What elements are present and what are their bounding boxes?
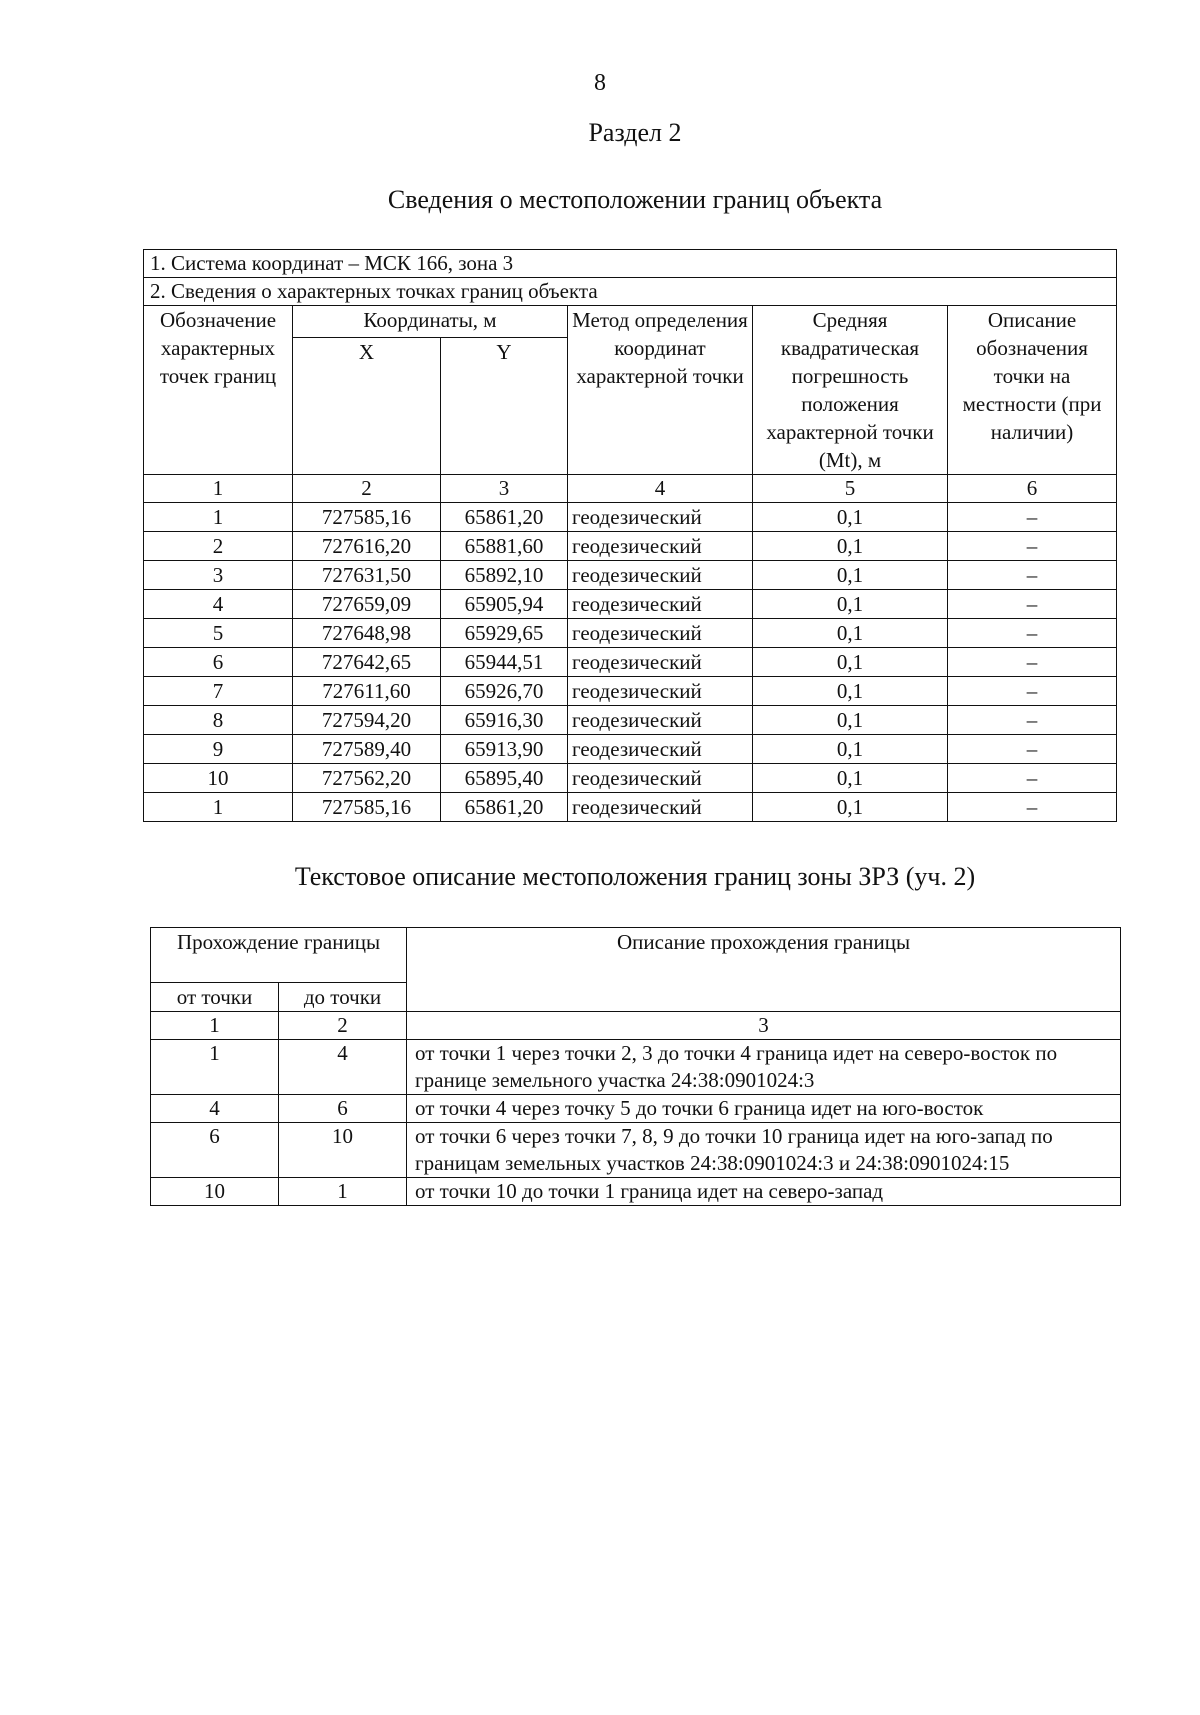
table-row xyxy=(144,532,1117,561)
table-row xyxy=(144,735,1117,764)
x-coordinate-cell: 727562,20 xyxy=(293,764,441,793)
point-number-cell: 3 xyxy=(144,561,293,590)
x-coordinate-cell: 727659,09 xyxy=(293,590,441,619)
from-point-cell: 4 xyxy=(151,1095,279,1123)
description-cell: – xyxy=(948,677,1117,706)
coordinates-rows xyxy=(144,503,1117,822)
method-cell: геодезический xyxy=(568,619,753,648)
table-row xyxy=(144,619,1117,648)
point-number-cell: 8 xyxy=(144,706,293,735)
description-cell: – xyxy=(948,648,1117,677)
method-cell: геодезический xyxy=(568,735,753,764)
table-row xyxy=(144,561,1117,590)
header-y: Y xyxy=(441,338,568,475)
from-point-cell: 10 xyxy=(151,1178,279,1206)
y-coordinate-cell: 65913,90 xyxy=(441,735,568,764)
table-row xyxy=(151,1178,1121,1206)
boundary-description-table xyxy=(150,927,1121,1206)
header-designation: Обозначение характерных точек границ xyxy=(144,306,293,475)
table-row xyxy=(144,793,1117,822)
column-number: 1 xyxy=(144,475,293,503)
column-number: 6 xyxy=(948,475,1117,503)
point-number-cell: 1 xyxy=(144,503,293,532)
section-title: Раздел 2 xyxy=(588,118,682,147)
column-number: 4 xyxy=(568,475,753,503)
y-coordinate-cell: 65892,10 xyxy=(441,561,568,590)
point-number-cell: 1 xyxy=(144,793,293,822)
table-row xyxy=(151,1123,1121,1178)
error-cell: 0,1 xyxy=(753,677,948,706)
y-coordinate-cell: 65929,65 xyxy=(441,619,568,648)
method-cell: геодезический xyxy=(568,706,753,735)
x-coordinate-cell: 727611,60 xyxy=(293,677,441,706)
column-number: 3 xyxy=(441,475,568,503)
error-cell: 0,1 xyxy=(753,532,948,561)
header-to-point: до точки xyxy=(279,983,407,1012)
to-point-cell: 10 xyxy=(279,1123,407,1178)
to-point-cell: 6 xyxy=(279,1095,407,1123)
error-cell: 0,1 xyxy=(753,648,948,677)
description-cell: – xyxy=(948,764,1117,793)
x-coordinate-cell: 727648,98 xyxy=(293,619,441,648)
table-row xyxy=(144,590,1117,619)
column-number: 3 xyxy=(407,1012,1121,1040)
error-cell: 0,1 xyxy=(753,590,948,619)
header-x: X xyxy=(293,338,441,475)
from-point-cell: 1 xyxy=(151,1040,279,1095)
passage-description-cell: от точки 1 через точки 2, 3 до точки 4 граница идет на северо-восток по границе земельного участка 24:38:0901024:3 xyxy=(407,1040,1121,1095)
x-coordinate-cell: 727589,40 xyxy=(293,735,441,764)
method-cell: геодезический xyxy=(568,532,753,561)
y-coordinate-cell: 65905,94 xyxy=(441,590,568,619)
column-number-row xyxy=(144,475,1117,503)
error-cell: 0,1 xyxy=(753,706,948,735)
description-cell: – xyxy=(948,793,1117,822)
description-cell: – xyxy=(948,561,1117,590)
to-point-cell: 4 xyxy=(279,1040,407,1095)
table-row xyxy=(144,764,1117,793)
header-error: Средняя квадратическая погрешность положения характерной точки (Mt), м xyxy=(753,306,948,475)
description-cell: – xyxy=(948,503,1117,532)
method-cell: геодезический xyxy=(568,561,753,590)
point-number-cell: 9 xyxy=(144,735,293,764)
table-row xyxy=(144,677,1117,706)
column-number: 2 xyxy=(279,1012,407,1040)
method-cell: геодезический xyxy=(568,590,753,619)
table-row xyxy=(144,706,1117,735)
point-number-cell: 5 xyxy=(144,619,293,648)
y-coordinate-cell: 65881,60 xyxy=(441,532,568,561)
header-coordinates: Координаты, м xyxy=(293,306,568,338)
points-info-row: 2. Сведения о характерных точках границ объекта xyxy=(144,278,1117,306)
x-coordinate-cell: 727585,16 xyxy=(293,793,441,822)
point-number-cell: 6 xyxy=(144,648,293,677)
error-cell: 0,1 xyxy=(753,793,948,822)
y-coordinate-cell: 65916,30 xyxy=(441,706,568,735)
header-from-point: от точки xyxy=(151,983,279,1012)
x-coordinate-cell: 727631,50 xyxy=(293,561,441,590)
y-coordinate-cell: 65861,20 xyxy=(441,503,568,532)
point-number-cell: 4 xyxy=(144,590,293,619)
description-cell: – xyxy=(948,706,1117,735)
point-number-cell: 7 xyxy=(144,677,293,706)
error-cell: 0,1 xyxy=(753,561,948,590)
header-passage-description: Описание прохождения границы xyxy=(407,928,1121,1012)
coordinates-table xyxy=(143,249,1117,822)
from-point-cell: 6 xyxy=(151,1123,279,1178)
y-coordinate-cell: 65944,51 xyxy=(441,648,568,677)
x-coordinate-cell: 727616,20 xyxy=(293,532,441,561)
main-title: Сведения о местоположении границ объекта xyxy=(387,185,883,214)
coordinate-system-row: 1. Система координат – МСК 166, зона 3 xyxy=(144,250,1117,278)
error-cell: 0,1 xyxy=(753,503,948,532)
column-number: 2 xyxy=(293,475,441,503)
passage-description-cell: от точки 10 до точки 1 граница идет на северо-запад xyxy=(407,1178,1121,1206)
to-point-cell: 1 xyxy=(279,1178,407,1206)
method-cell: геодезический xyxy=(568,648,753,677)
table-row xyxy=(144,648,1117,677)
description-rows xyxy=(151,1040,1121,1206)
x-coordinate-cell: 727594,20 xyxy=(293,706,441,735)
error-cell: 0,1 xyxy=(753,735,948,764)
sub-title: Текстовое описание местоположения границ зоны ЗРЗ (уч. 2) xyxy=(294,862,976,891)
table-row xyxy=(144,503,1117,532)
header-description: Описание обозначения точки на местности (при наличии) xyxy=(948,306,1117,475)
table-row xyxy=(151,1095,1121,1123)
error-cell: 0,1 xyxy=(753,619,948,648)
page-number: 8 xyxy=(594,70,606,96)
column-number: 5 xyxy=(753,475,948,503)
description-cell: – xyxy=(948,532,1117,561)
description-cell: – xyxy=(948,619,1117,648)
passage-description-cell: от точки 4 через точку 5 до точки 6 граница идет на юго-восток xyxy=(407,1095,1121,1123)
method-cell: геодезический xyxy=(568,503,753,532)
error-cell: 0,1 xyxy=(753,764,948,793)
y-coordinate-cell: 65861,20 xyxy=(441,793,568,822)
x-coordinate-cell: 727585,16 xyxy=(293,503,441,532)
table-row xyxy=(151,1040,1121,1095)
point-number-cell: 2 xyxy=(144,532,293,561)
y-coordinate-cell: 65895,40 xyxy=(441,764,568,793)
description-cell: – xyxy=(948,735,1117,764)
column-number: 1 xyxy=(151,1012,279,1040)
passage-description-cell: от точки 6 через точки 7, 8, 9 до точки 10 граница идет на юго-запад по границам земельных участков 24:38:0901024:3 и 24:38:0901024:15 xyxy=(407,1123,1121,1178)
method-cell: геодезический xyxy=(568,764,753,793)
x-coordinate-cell: 727642,65 xyxy=(293,648,441,677)
method-cell: геодезический xyxy=(568,677,753,706)
point-number-cell: 10 xyxy=(144,764,293,793)
description-cell: – xyxy=(948,590,1117,619)
method-cell: геодезический xyxy=(568,793,753,822)
y-coordinate-cell: 65926,70 xyxy=(441,677,568,706)
header-passage: Прохождение границы xyxy=(151,928,407,983)
header-method: Метод определения координат характерной точки xyxy=(568,306,753,475)
